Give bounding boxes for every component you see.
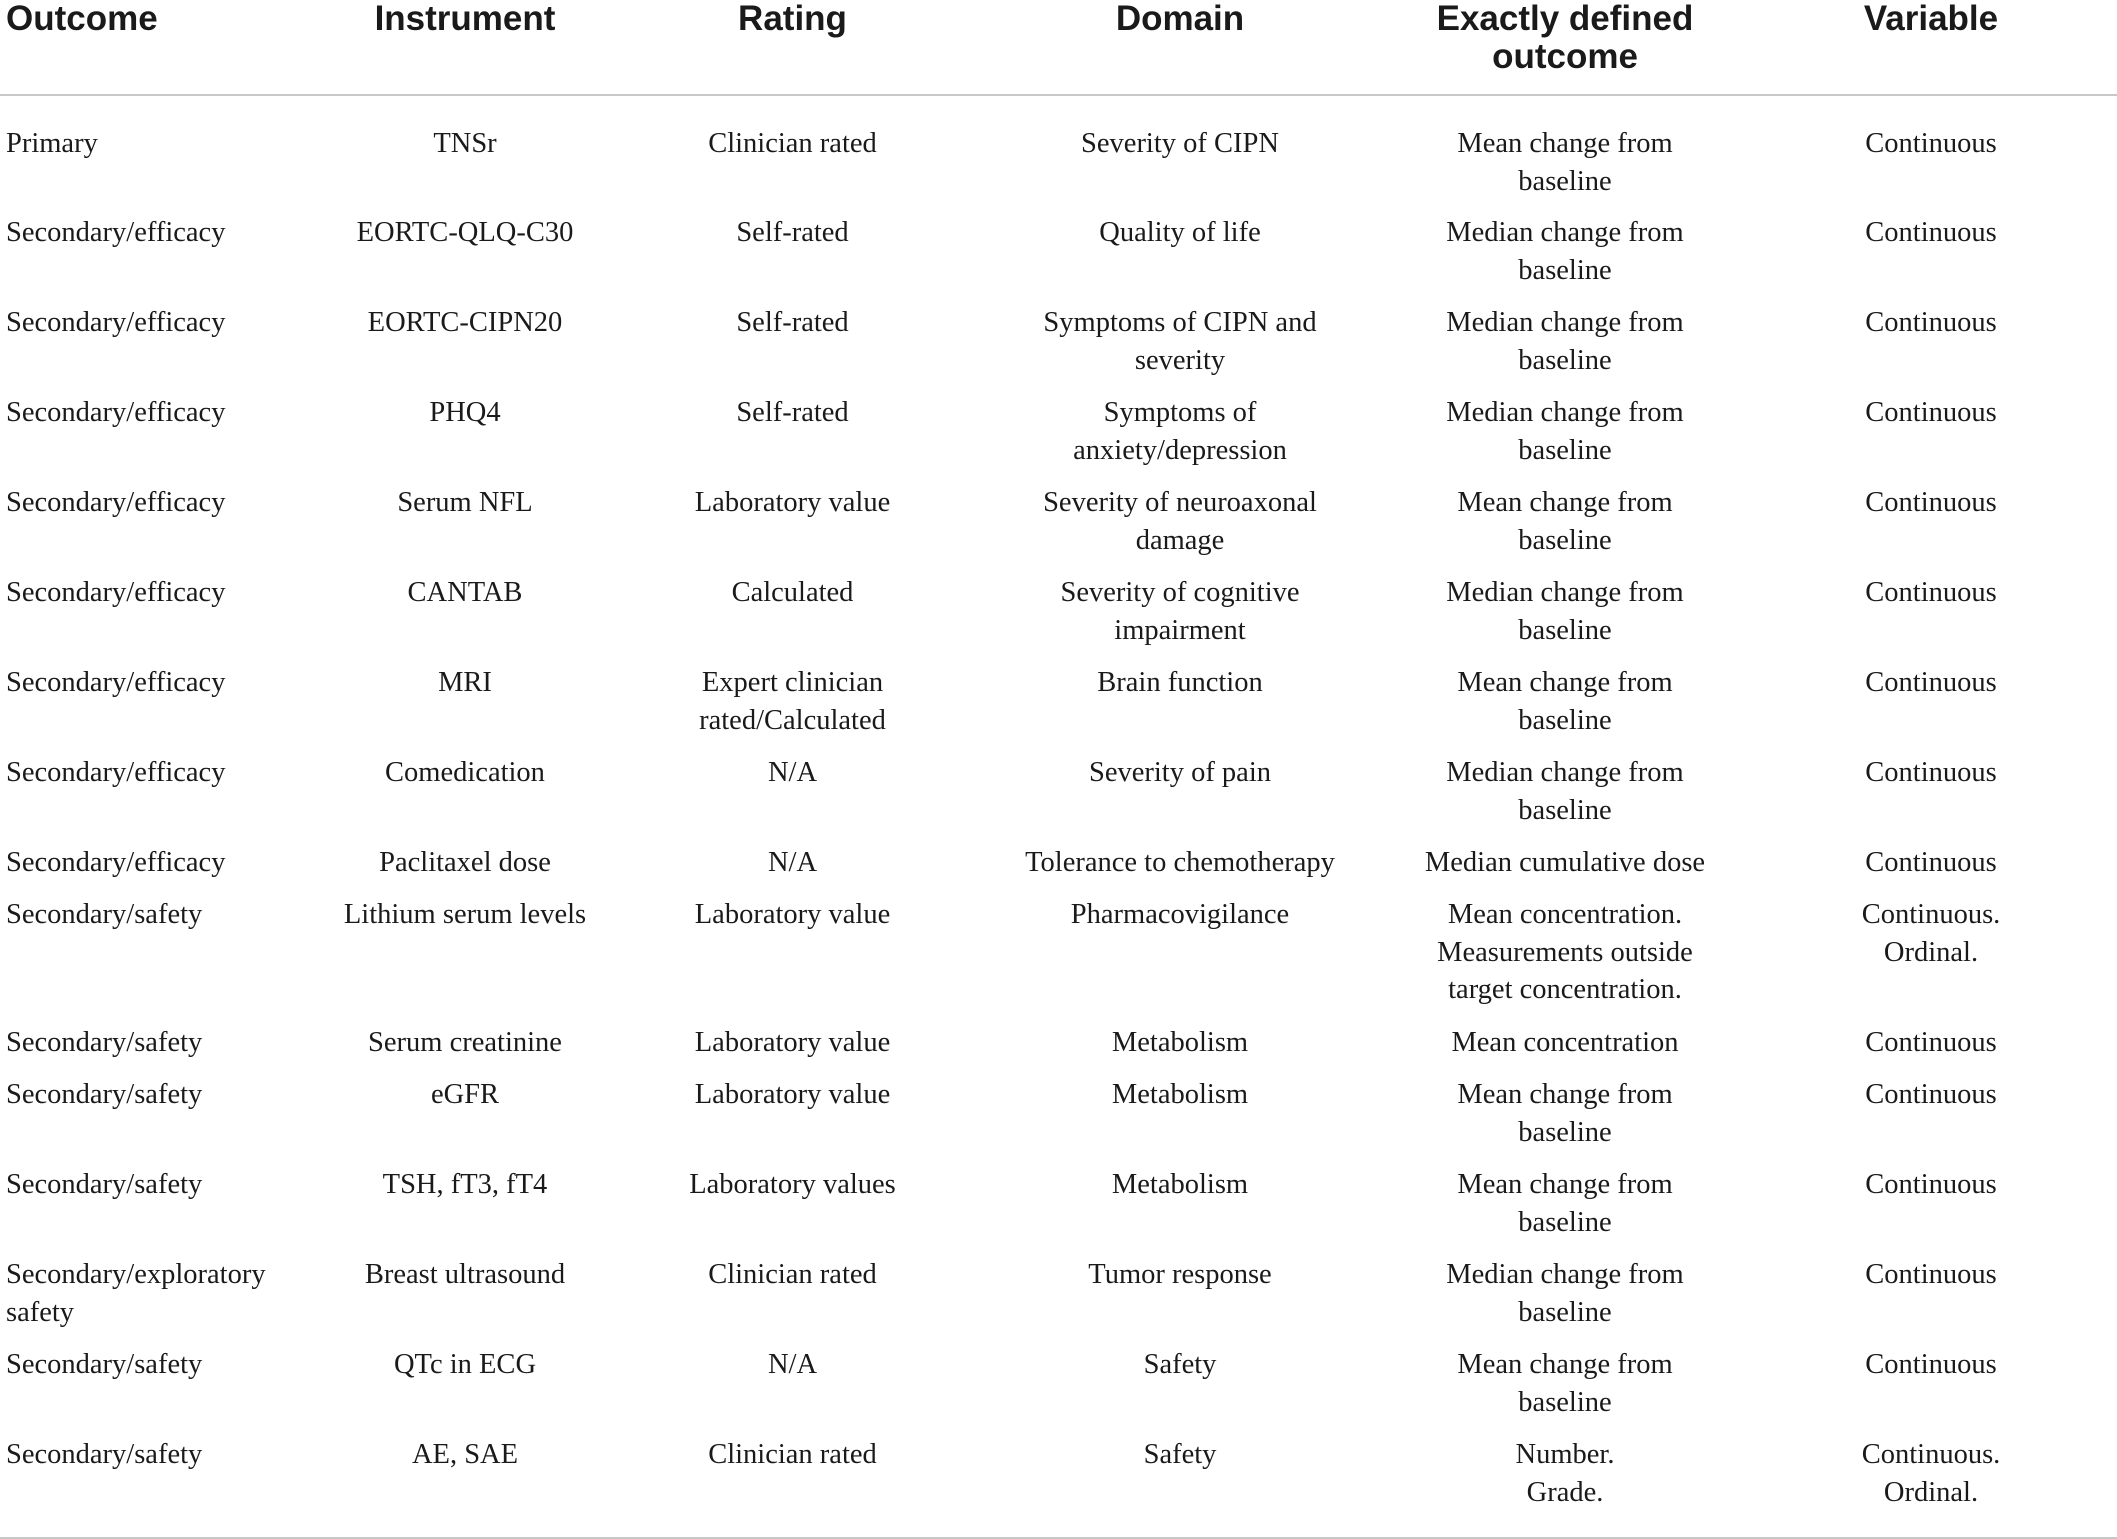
cell-variable-text: Continuous	[1865, 667, 1997, 698]
cell-exactly-defined-outcome-text: baseline	[1518, 704, 1612, 736]
cell-outcome	[0, 95, 320, 214]
cell-instrument-text: Serum creatinine	[368, 1027, 562, 1058]
cell-domain	[975, 896, 1385, 1024]
cell-domain	[975, 304, 1385, 394]
cell-instrument	[320, 754, 610, 844]
table-row	[0, 844, 2117, 896]
cell-domain	[975, 754, 1385, 844]
cell-rating-text: Laboratory values	[689, 1169, 896, 1200]
cell-instrument	[320, 304, 610, 394]
cell-exactly-defined-outcome-text: Mean concentration	[1451, 1027, 1679, 1058]
cell-exactly-defined-outcome-text: Mean change from	[1457, 1169, 1673, 1200]
cell-instrument	[320, 214, 610, 304]
table-row	[0, 1076, 2117, 1166]
cell-exactly-defined-outcome-text: baseline	[1518, 614, 1612, 646]
cell-rating	[610, 664, 975, 754]
cell-outcome-text: Secondary/safety	[6, 1079, 203, 1110]
cell-rating-text: Self-rated	[736, 397, 849, 428]
cell-rating	[610, 574, 975, 664]
cell-outcome	[0, 214, 320, 304]
cell-rating	[610, 484, 975, 574]
cell-exactly-defined-outcome	[1385, 1024, 1745, 1076]
cell-outcome	[0, 304, 320, 394]
cell-exactly-defined-outcome	[1385, 1256, 1745, 1346]
cell-variable-text: Continuous	[1865, 1169, 1997, 1200]
cell-instrument-text: TSH, fT3, fT4	[382, 1169, 548, 1200]
cell-domain	[975, 484, 1385, 574]
cell-variable	[1745, 1076, 2117, 1166]
cell-exactly-defined-outcome-text: Median change from	[1446, 307, 1684, 338]
header-rating: Rating	[610, 0, 975, 95]
cell-rating	[610, 844, 975, 896]
cell-variable-text: Continuous	[1865, 1027, 1997, 1058]
cell-exactly-defined-outcome-text: Number.	[1515, 1439, 1615, 1470]
cell-exactly-defined-outcome-text: baseline	[1518, 344, 1612, 376]
cell-outcome-text: Secondary/exploratory	[6, 1259, 266, 1290]
header-exact-line1: Exactly defined	[1436, 0, 1694, 38]
cell-domain-text: anxiety/depression	[1073, 434, 1287, 466]
table-row	[0, 896, 2117, 1024]
cell-domain-text: impairment	[1114, 614, 1246, 646]
cell-domain	[975, 844, 1385, 896]
cell-exactly-defined-outcome	[1385, 394, 1745, 484]
cell-exactly-defined-outcome	[1385, 304, 1745, 394]
cell-instrument	[320, 896, 610, 1024]
cell-rating-text: Calculated	[731, 577, 854, 608]
cell-outcome-text: Secondary/efficacy	[6, 217, 226, 248]
cell-instrument-text: Serum NFL	[397, 487, 533, 518]
cell-outcome-text: safety	[6, 1296, 75, 1328]
cell-exactly-defined-outcome-text: baseline	[1518, 434, 1612, 466]
cell-exactly-defined-outcome-text: baseline	[1518, 165, 1612, 197]
cell-outcome-text: Secondary/safety	[6, 1169, 203, 1200]
cell-rating-text: Clinician rated	[708, 128, 877, 159]
cell-domain-text: severity	[1134, 344, 1226, 376]
cell-outcome-text: Secondary/safety	[6, 1027, 203, 1058]
cell-domain	[975, 664, 1385, 754]
cell-outcome-text: Secondary/safety	[6, 1349, 203, 1380]
cell-instrument	[320, 1256, 610, 1346]
cell-exactly-defined-outcome-text: Mean change from	[1457, 667, 1673, 698]
cell-variable-text: Ordinal.	[1883, 1476, 1979, 1508]
cell-domain-text: damage	[1135, 524, 1225, 556]
cell-domain	[975, 214, 1385, 304]
cell-variable-text: Continuous	[1865, 757, 1997, 788]
cell-instrument-text: Comedication	[385, 757, 545, 788]
cell-instrument-text: MRI	[438, 667, 492, 698]
cell-rating-text: Self-rated	[736, 217, 849, 248]
cell-exactly-defined-outcome	[1385, 664, 1745, 754]
cell-exactly-defined-outcome-text: baseline	[1518, 1206, 1612, 1238]
cell-outcome-text: Secondary/safety	[6, 899, 203, 930]
cell-instrument	[320, 844, 610, 896]
cell-domain-text: Severity of neuroaxonal	[1043, 487, 1317, 518]
cell-variable-text: Continuous	[1865, 487, 1997, 518]
cell-variable-text: Continuous.	[1861, 1439, 2001, 1470]
cell-exactly-defined-outcome-text: baseline	[1518, 1116, 1612, 1148]
cell-variable	[1745, 1024, 2117, 1076]
cell-outcome	[0, 1256, 320, 1346]
cell-instrument-text: PHQ4	[429, 397, 501, 428]
cell-exactly-defined-outcome-text: Mean change from	[1457, 1349, 1673, 1380]
cell-variable-text: Continuous	[1865, 1079, 1997, 1110]
cell-instrument-text: Paclitaxel dose	[379, 847, 551, 878]
cell-instrument	[320, 1076, 610, 1166]
cell-domain-text: Metabolism	[1111, 1079, 1249, 1110]
cell-domain-text: Brain function	[1097, 667, 1263, 698]
cell-variable-text: Ordinal.	[1883, 936, 1979, 968]
cell-exactly-defined-outcome-text: Measurements outside	[1437, 936, 1693, 968]
cell-variable-text: Continuous	[1865, 1349, 1997, 1380]
cell-domain	[975, 1166, 1385, 1256]
cell-exactly-defined-outcome-text: Grade.	[1526, 1476, 1604, 1508]
cell-variable	[1745, 304, 2117, 394]
cell-variable-text: Continuous	[1865, 577, 1997, 608]
header-row	[0, 0, 2117, 95]
cell-rating	[610, 754, 975, 844]
cell-domain-text: Severity of CIPN	[1081, 128, 1279, 159]
table-row	[0, 1256, 2117, 1346]
cell-domain-text: Safety	[1143, 1349, 1217, 1380]
cell-domain-text: Symptoms of CIPN and	[1043, 307, 1317, 338]
cell-variable	[1745, 754, 2117, 844]
cell-outcome	[0, 1076, 320, 1166]
cell-variable-text: Continuous	[1865, 397, 1997, 428]
cell-instrument-text: QTc in ECG	[393, 1349, 537, 1380]
cell-instrument-text: Breast ultrasound	[364, 1259, 566, 1290]
cell-variable-text: Continuous	[1865, 1259, 1997, 1290]
cell-variable	[1745, 844, 2117, 896]
cell-exactly-defined-outcome-text: baseline	[1518, 794, 1612, 826]
cell-exactly-defined-outcome	[1385, 844, 1745, 896]
header-exact-line2: outcome	[1492, 37, 1638, 76]
cell-outcome	[0, 394, 320, 484]
cell-exactly-defined-outcome-text: baseline	[1518, 254, 1612, 286]
cell-exactly-defined-outcome-text: Median change from	[1446, 577, 1684, 608]
cell-instrument-text: TNSr	[433, 128, 497, 159]
cell-domain	[975, 574, 1385, 664]
cell-variable	[1745, 1346, 2117, 1436]
cell-instrument	[320, 1436, 610, 1538]
cell-domain	[975, 394, 1385, 484]
cell-instrument-text: eGFR	[430, 1079, 500, 1110]
cell-rating	[610, 1076, 975, 1166]
cell-domain	[975, 1076, 1385, 1166]
header-exactly-defined-outcome	[1385, 0, 1745, 95]
cell-outcome-text: Secondary/efficacy	[6, 397, 226, 428]
cell-rating-text: Laboratory value	[694, 1027, 891, 1058]
table-row	[0, 754, 2117, 844]
cell-rating	[610, 1166, 975, 1256]
cell-rating-text: rated/Calculated	[699, 704, 886, 736]
cell-exactly-defined-outcome	[1385, 574, 1745, 664]
cell-exactly-defined-outcome-text: baseline	[1518, 1386, 1612, 1418]
cell-domain	[975, 1256, 1385, 1346]
cell-rating	[610, 214, 975, 304]
cell-instrument-text: Lithium serum levels	[343, 899, 587, 930]
cell-instrument-text: CANTAB	[407, 577, 523, 608]
cell-rating	[610, 1436, 975, 1538]
header-outcome: Outcome	[0, 0, 320, 95]
cell-rating	[610, 95, 975, 214]
cell-domain	[975, 1024, 1385, 1076]
cell-outcome	[0, 664, 320, 754]
cell-outcome	[0, 1166, 320, 1256]
cell-exactly-defined-outcome	[1385, 95, 1745, 214]
cell-rating-text: N/A	[767, 1349, 818, 1380]
cell-variable	[1745, 214, 2117, 304]
cell-outcome-text: Secondary/efficacy	[6, 577, 226, 608]
table-row	[0, 95, 2117, 214]
cell-domain-text: Severity of pain	[1088, 757, 1272, 788]
table-row	[0, 394, 2117, 484]
cell-variable	[1745, 484, 2117, 574]
cell-instrument-text: EORTC-CIPN20	[367, 307, 563, 338]
cell-outcome	[0, 844, 320, 896]
cell-domain-text: Tumor response	[1088, 1259, 1272, 1290]
cell-rating	[610, 394, 975, 484]
cell-variable-text: Continuous	[1865, 307, 1997, 338]
cell-domain	[975, 95, 1385, 214]
cell-outcome	[0, 484, 320, 574]
cell-instrument	[320, 484, 610, 574]
cell-instrument	[320, 95, 610, 214]
cell-outcome-text: Secondary/efficacy	[6, 667, 226, 698]
cell-exactly-defined-outcome-text: Mean concentration.	[1447, 899, 1683, 930]
table-row	[0, 304, 2117, 394]
cell-exactly-defined-outcome	[1385, 1436, 1745, 1538]
cell-variable	[1745, 1256, 2117, 1346]
cell-variable	[1745, 664, 2117, 754]
cell-outcome-text: Secondary/efficacy	[6, 757, 226, 788]
cell-instrument	[320, 1166, 610, 1256]
cell-variable	[1745, 1166, 2117, 1256]
cell-rating-text: Clinician rated	[708, 1439, 877, 1470]
cell-domain-text: Metabolism	[1111, 1027, 1249, 1058]
cell-instrument	[320, 394, 610, 484]
cell-exactly-defined-outcome	[1385, 1166, 1745, 1256]
cell-exactly-defined-outcome	[1385, 896, 1745, 1024]
cell-rating-text: N/A	[767, 757, 818, 788]
cell-rating	[610, 1256, 975, 1346]
cell-rating-text: Laboratory value	[694, 487, 891, 518]
cell-instrument	[320, 1024, 610, 1076]
table-body	[0, 95, 2117, 1538]
cell-rating	[610, 896, 975, 1024]
cell-instrument	[320, 1346, 610, 1436]
cell-domain-text: Quality of life	[1099, 217, 1261, 248]
table-row	[0, 1024, 2117, 1076]
cell-outcome-text: Secondary/safety	[6, 1439, 203, 1470]
cell-domain-text: Symptoms of	[1103, 397, 1257, 428]
cell-variable	[1745, 896, 2117, 1024]
cell-exactly-defined-outcome-text: Median change from	[1446, 757, 1684, 788]
header-domain: Domain	[975, 0, 1385, 95]
cell-exactly-defined-outcome-text: Mean change from	[1457, 1079, 1673, 1110]
header-instrument: Instrument	[320, 0, 610, 95]
cell-variable-text: Continuous	[1865, 847, 1997, 878]
cell-exactly-defined-outcome-text: Mean change from	[1457, 487, 1673, 518]
cell-rating-text: Expert clinician	[701, 667, 884, 698]
table-row	[0, 574, 2117, 664]
cell-rating	[610, 304, 975, 394]
table-row	[0, 214, 2117, 304]
cell-exactly-defined-outcome-text: Mean change from	[1457, 128, 1673, 159]
cell-instrument	[320, 664, 610, 754]
table-row	[0, 1346, 2117, 1436]
cell-outcome-text: Secondary/efficacy	[6, 847, 226, 878]
cell-variable	[1745, 95, 2117, 214]
cell-domain-text: Pharmacovigilance	[1070, 899, 1290, 930]
cell-exactly-defined-outcome-text: Median change from	[1446, 397, 1684, 428]
cell-exactly-defined-outcome-text: target concentration.	[1448, 974, 1682, 1005]
cell-exactly-defined-outcome	[1385, 1076, 1745, 1166]
cell-instrument-text: AE, SAE	[411, 1439, 519, 1470]
table-row	[0, 664, 2117, 754]
cell-variable-text: Continuous	[1865, 128, 1997, 159]
cell-rating-text: Laboratory value	[694, 899, 891, 930]
cell-outcome	[0, 1024, 320, 1076]
cell-exactly-defined-outcome	[1385, 214, 1745, 304]
cell-exactly-defined-outcome-text: baseline	[1518, 524, 1612, 556]
cell-variable	[1745, 1436, 2117, 1538]
cell-rating-text: N/A	[767, 847, 818, 878]
cell-outcome	[0, 754, 320, 844]
cell-variable	[1745, 574, 2117, 664]
cell-outcome-text: Secondary/efficacy	[6, 487, 226, 518]
cell-rating-text: Clinician rated	[708, 1259, 877, 1290]
cell-exactly-defined-outcome-text: Median change from	[1446, 1259, 1684, 1290]
cell-outcome	[0, 1346, 320, 1436]
table-header	[0, 0, 2117, 95]
cell-domain-text: Tolerance to chemotherapy	[1025, 847, 1335, 878]
cell-rating-text: Laboratory value	[694, 1079, 891, 1110]
cell-outcome	[0, 574, 320, 664]
cell-exactly-defined-outcome-text: Median change from	[1446, 217, 1684, 248]
cell-exactly-defined-outcome	[1385, 1346, 1745, 1436]
cell-outcome	[0, 1436, 320, 1538]
cell-variable	[1745, 394, 2117, 484]
cell-variable-text: Continuous.	[1861, 899, 2001, 930]
cell-variable-text: Continuous	[1865, 217, 1997, 248]
cell-domain-text: Severity of cognitive	[1060, 577, 1300, 608]
cell-exactly-defined-outcome	[1385, 484, 1745, 574]
cell-rating	[610, 1024, 975, 1076]
cell-rating	[610, 1346, 975, 1436]
cell-instrument-text: EORTC-QLQ-C30	[356, 217, 574, 248]
cell-rating-text: Self-rated	[736, 307, 849, 338]
cell-domain-text: Metabolism	[1111, 1169, 1249, 1200]
table-row	[0, 1166, 2117, 1256]
cell-exactly-defined-outcome-text: baseline	[1518, 1296, 1612, 1328]
cell-outcome-text: Primary	[6, 128, 98, 159]
cell-instrument	[320, 574, 610, 664]
cell-domain-text: Safety	[1143, 1439, 1217, 1470]
cell-domain	[975, 1436, 1385, 1538]
cell-outcome-text: Secondary/efficacy	[6, 307, 226, 338]
table-row	[0, 484, 2117, 574]
cell-exactly-defined-outcome	[1385, 754, 1745, 844]
header-variable: Variable	[1745, 0, 2117, 95]
cell-outcome	[0, 896, 320, 1024]
cell-exactly-defined-outcome-text: Median cumulative dose	[1424, 847, 1706, 878]
cell-domain	[975, 1346, 1385, 1436]
table-row	[0, 1436, 2117, 1538]
